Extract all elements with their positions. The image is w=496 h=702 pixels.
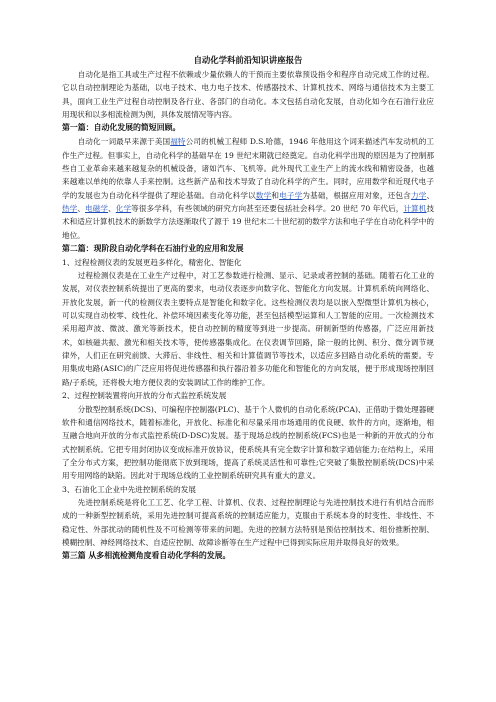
document-title: 自动化学科前沿知识讲座报告	[193, 55, 303, 65]
section2-item1-title: 1、过程检测仪表的发展更趋多样化，精密化、智能化	[62, 257, 242, 267]
section2-item1-body: 过程检测仪表是在工业生产过程中，对工艺参数进行检测、显示、记录或者控制的基础。随着石化工业的发展，对仪表控制系统提出了更高的要求，电动仪表逐步向数字化、智能化方向发展。计算机系统向网络化、开放化发展，新一代的检测仪表主要特点是智能化和数字化。这些检测仪表均是以嵌入型微型计算机为核心，可以实现自动校零、线性化、补偿环境因素变化等功能，甚至包括模型运算和人工智能的应用。一次检测技术采用超声波、微波、激光等新技术，使自动控制的精度等到进一步提高。研制新型的传感器，广泛应用新技术，如核磁共振、激光和相关技术等，使传感器集成化。在仪表调节回路，除一般的比例、积分、微分调节规律外，人们正在研究前馈、大滞后、非线性、相关和计算值调节等技术，以适应多回路自动化系统的需要。专用集成电路(ASIC)的广泛应用将促进传感器和执行器沿着多功能化和智能化的方向发展，便于形成现场控制回路/子系统，还将极大地方便仪表的安装调试工作的维护工作。	[62, 271, 434, 387]
link-thermodynamics[interactable]: 热学	[62, 203, 78, 213]
section3-heading: 第三篇 从多相流检测角度看自动化学科的发展。	[62, 551, 231, 561]
section1-text-9: 技术和适应计算机技术的新数学方法逐渐取代了源于 19 世纪末二十世纪初的数学方法和电子学在自动化科学中的地位。	[62, 203, 435, 240]
section2-item2-body: 分散型控制系统(DCS)、可编程序控制器(PLC)、基于个人微机的自动化系统(PCA)、正借助于微处理器硬软件和通信网络技术，随着标准化，开放化、标准化和尽量采用市场通用的优良硬、软件的方向，逐渐地，相互融合地向开放的分布式监控系统(D-DSC)发展。基于现场总线的控制系统(FCS)也是一种新的开放式的分布式控制系统。它把专用封闭协议变成标准开放协议，使系统具有完全数字计算和数字通信能力;在结构上，采用了全分布式方案，把控制功能彻底下放到现场，提高了系统灵活性和可靠性;它突破了集散控制系统(DCS)中采用专用网络的缺陷。因此对于现场总线的工业控制系统研究具有重大的意义。	[62, 404, 434, 481]
link-ford[interactable]: 福特	[170, 137, 186, 147]
section2-item2-title: 2、过程控制装置将向开放的分布式监控系统发展	[62, 391, 227, 401]
document-body	[62, 54, 434, 563]
section1-text-3: 和	[271, 190, 280, 200]
intro-paragraph: 自动化是指工具或生产过程不依赖或少量依赖人的干预而主要依靠预设指令和程序自动完成工作的过程。它以自动控制理论为基础，以电子技术、电力电子技术、传感器技术、计算机技术、网络与通信技术为主要工具，面向工业生产过程自动控制及各行业、各部门的自动化。本文包括自动化发展，自动化如今在石油行业应用现状和以多相流检测为例，具体发展情况等内容。	[62, 70, 434, 120]
section1-text-4: 为基础，根据应用对象，还包含	[302, 190, 411, 200]
section1-text-1: 自动化一词最早来源于美国	[77, 137, 171, 147]
section1-heading: 第一篇：自动化发展的简短回顾。	[62, 123, 181, 133]
section1-text-2: 公司的机械工程师 D.S.哈德，1946 年他用这个词来描述汽车发动机的工作生产过程。但事实上，自动化科学的基础早在 19 世纪末期就已经奠定。自动化科学出现的原因是为了控制那些自工业革命来越来越复杂的机械设备，诸如汽车、飞机等。此外现代工业生产上的流水线和精密设备，也越来越难以单纯的依靠人手来控制。这些新产品和技术导致了自动化科学的产生。同时，应用数学和近现代电子学的发展也为自动化科学提供了理论基础。自动化科学以	[62, 137, 435, 200]
link-chemistry[interactable]: 化学	[115, 203, 132, 213]
link-electronics[interactable]: 电子学	[279, 190, 303, 200]
link-mechanics[interactable]: 力学	[410, 190, 427, 200]
section2-heading: 第二篇：现阶段自动化学科在石油行业的应用和发展	[62, 243, 244, 253]
link-computer[interactable]: 计算机	[403, 203, 427, 213]
section1-text-8: 等很多学科，有些领域的研究方向甚至还要包括社会科学。20 世纪 70 年代后，	[131, 203, 404, 213]
link-electromagnetics[interactable]: 电磁学	[85, 203, 109, 213]
section2-item3-body: 先进控制系统是将化工工艺、化学工程、计算机、仪表、过程控制理论与先进控制技术进行有机结合而形成的一种新型控制系统，采用先进控制可提高系统的控制适应能力，克服由于系统本身的时变性、非线性、不稳定性、外部扰动的随机性及不可检测等带来的问题。先进的控制方法特别是预估控制技术、组份推断控制、模糊控制、神经网络技术、自适应控制、故障诊断等在生产过程中已得到实际应用并取得良好的效果。	[62, 497, 434, 547]
section1-paragraph	[62, 135, 434, 242]
section2-item3-title: 3、石油化工企业中先进控制系统的发展	[62, 484, 196, 494]
section1-text-5: 、	[426, 190, 435, 200]
section1-text-7: 、	[108, 203, 116, 213]
section1-text-6: 、	[77, 203, 86, 213]
link-math[interactable]: 数学	[255, 190, 272, 200]
